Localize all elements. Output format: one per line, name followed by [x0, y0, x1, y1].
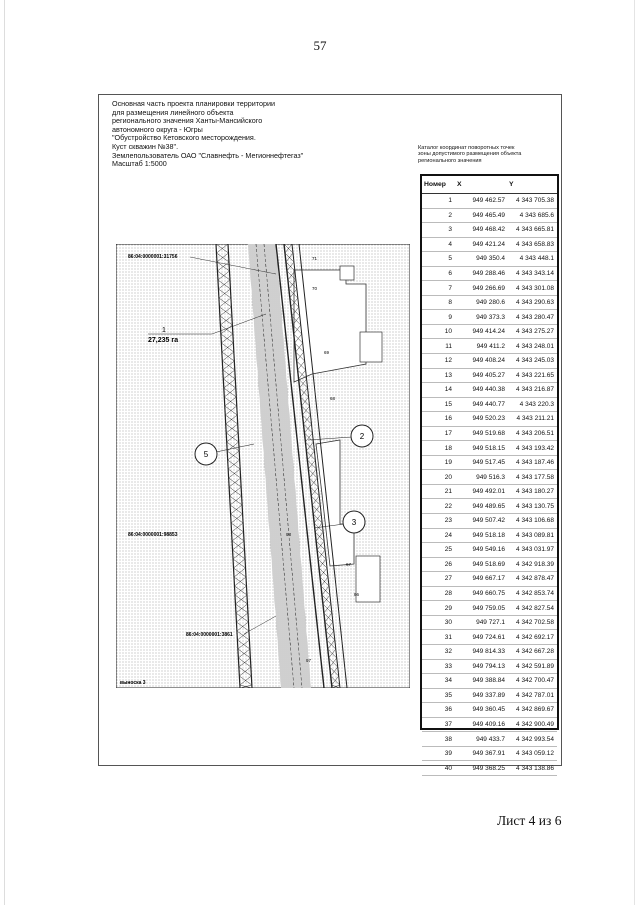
point-number: 28 [422, 586, 455, 601]
table-row [422, 674, 557, 689]
table-row [422, 601, 557, 616]
coord-x: 949 414.24 [455, 324, 507, 339]
point-label: 68 [330, 396, 336, 401]
building [360, 332, 382, 362]
table-row [422, 717, 557, 732]
coord-y: 4 343 206.51 [507, 426, 557, 441]
coord-x: 949 468.42 [455, 223, 507, 238]
table-row [422, 543, 557, 558]
table-row [422, 499, 557, 514]
point-number: 39 [422, 746, 455, 761]
point-number: 2 [422, 208, 455, 223]
coord-y: 4 343 220.3 [507, 397, 557, 412]
coord-x: 949 367.91 [455, 746, 507, 761]
coordinate-table [420, 174, 559, 772]
coord-x: 949 421.24 [455, 237, 507, 252]
coord-x: 949 489.65 [455, 499, 507, 514]
building [340, 266, 354, 280]
coord-x: 949 388.84 [455, 674, 507, 689]
coord-x: 949 280.6 [455, 295, 507, 310]
header-number: Номер [422, 176, 455, 194]
coord-x: 949 368.25 [455, 761, 507, 776]
catalog-caption [418, 145, 558, 164]
point-number: 12 [422, 354, 455, 369]
point-number: 37 [422, 717, 455, 732]
table-row [422, 208, 557, 223]
coord-x: 949 492.01 [455, 484, 507, 499]
coord-y: 4 343 187.46 [507, 455, 557, 470]
coord-x: 949 518.15 [455, 441, 507, 456]
point-number: 10 [422, 324, 455, 339]
coord-x: 949 288.46 [455, 266, 507, 281]
table-row [422, 237, 557, 252]
coord-y: 4 342 667.28 [507, 644, 557, 659]
coord-y: 4 343 665.81 [507, 223, 557, 238]
point-number: 1 [422, 194, 455, 209]
table-row [422, 761, 557, 776]
drawing-title [112, 100, 412, 169]
coord-y: 4 343 343.14 [507, 266, 557, 281]
point-number: 20 [422, 470, 455, 485]
coord-y: 4 343 138.86 [507, 761, 557, 776]
coord-x: 949 814.33 [455, 644, 507, 659]
point-label: 67 [346, 562, 352, 567]
coord-y: 4 342 869.67 [507, 703, 557, 718]
coord-y: 4 342 787.01 [507, 688, 557, 703]
coord-y: 4 343 106.68 [507, 514, 557, 529]
table-row [422, 310, 557, 325]
coord-y: 4 343 177.58 [507, 470, 557, 485]
coord-y: 4 342 918.39 [507, 557, 557, 572]
table-row [422, 397, 557, 412]
coord-x: 949 462.57 [455, 194, 507, 209]
coord-y: 4 342 692.17 [507, 630, 557, 645]
callout-label: 3 [351, 518, 357, 527]
table-row [422, 470, 557, 485]
coord-y: 4 343 275.27 [507, 324, 557, 339]
point-number: 23 [422, 514, 455, 529]
point-number: 40 [422, 761, 455, 776]
coord-y: 4 342 878.47 [507, 572, 557, 587]
coord-y: 4 343 211.21 [507, 412, 557, 427]
point-number: 19 [422, 455, 455, 470]
coord-x: 949 507.42 [455, 514, 507, 529]
table-row [422, 339, 557, 354]
coord-x: 949 266.69 [455, 281, 507, 296]
title-line: автономного округа - Югры [112, 124, 203, 134]
point-number: 17 [422, 426, 455, 441]
table-row [422, 412, 557, 427]
coord-y: 4 343 705.38 [507, 194, 557, 209]
point-number: 18 [422, 441, 455, 456]
coord-x: 949 405.27 [455, 368, 507, 383]
point-number: 32 [422, 644, 455, 659]
coord-x: 949 518.18 [455, 528, 507, 543]
point-number: 16 [422, 412, 455, 427]
point-number: 4 [422, 237, 455, 252]
coord-y: 4 343 221.65 [507, 368, 557, 383]
table-row [422, 383, 557, 398]
coord-y: 4 343 180.27 [507, 484, 557, 499]
table-row [422, 324, 557, 339]
header-x: X [455, 176, 507, 194]
coord-x: 949 408.24 [455, 354, 507, 369]
table-row [422, 615, 557, 630]
coord-x: 949 360.45 [455, 703, 507, 718]
title-line: Куст скважин №38". [112, 141, 179, 151]
point-number: 29 [422, 601, 455, 616]
table-row [422, 514, 557, 529]
table-row [422, 586, 557, 601]
table-row [422, 572, 557, 587]
coord-x: 949 727.1 [455, 615, 507, 630]
coord-y: 4 342 591.89 [507, 659, 557, 674]
coord-x: 949 440.77 [455, 397, 507, 412]
title-line: Масштаб 1:5000 [112, 159, 167, 169]
point-label: 70 [312, 286, 318, 291]
point-number: 11 [422, 339, 455, 354]
table-row [422, 557, 557, 572]
coord-y: 4 343 658.83 [507, 237, 557, 252]
point-number: 22 [422, 499, 455, 514]
coord-y: 4 342 700.47 [507, 674, 557, 689]
point-number: 38 [422, 732, 455, 747]
callout-label: 5 [203, 450, 209, 459]
callout-label: 2 [359, 432, 365, 441]
inset-label: выноска 3 [120, 680, 146, 686]
point-number: 26 [422, 557, 455, 572]
table-row [422, 368, 557, 383]
coord-x: 949 724.61 [455, 630, 507, 645]
scan-edge [634, 0, 635, 905]
coord-y: 4 343 059.12 [507, 746, 557, 761]
point-number: 15 [422, 397, 455, 412]
point-number: 27 [422, 572, 455, 587]
title-line: Землепользователь ОАО "Славнефть - Мегионнефтегаз" [112, 150, 304, 160]
point-number: 9 [422, 310, 455, 325]
title-line: для размещения линейного объекта [112, 107, 234, 117]
table-row [422, 644, 557, 659]
coord-y: 4 343 248.01 [507, 339, 557, 354]
coord-x: 949 433.7 [455, 732, 507, 747]
table-row [422, 528, 557, 543]
table-row [422, 426, 557, 441]
point-number: 33 [422, 659, 455, 674]
coord-x: 949 520.23 [455, 412, 507, 427]
table-row [422, 703, 557, 718]
point-label: 69 [324, 350, 330, 355]
coord-y: 4 342 900.49 [507, 717, 557, 732]
header-y: Y [507, 176, 557, 194]
coord-y: 4 343 193.42 [507, 441, 557, 456]
coord-y: 4 343 280.47 [507, 310, 557, 325]
point-label: 66 [354, 592, 360, 597]
cadastral-label: 86:04:0000001:3861 [186, 632, 233, 638]
coord-y: 4 343 089.81 [507, 528, 557, 543]
scan-edge [4, 0, 5, 905]
area-number: 1 [162, 327, 166, 334]
title-line: регионального значения Ханты-Мансийского [112, 116, 263, 126]
caption-line: Каталог координат поворотных точек [418, 145, 515, 151]
coord-x: 949 337.89 [455, 688, 507, 703]
caption-line: зоны допустимого размещения объекта [418, 151, 522, 158]
coord-x: 949 519.68 [455, 426, 507, 441]
coord-y: 4 342 702.58 [507, 615, 557, 630]
point-label: 98 [286, 532, 292, 537]
coord-y: 4 343 301.08 [507, 281, 557, 296]
coord-x: 949 549.16 [455, 543, 507, 558]
table-row [422, 281, 557, 296]
table-row [422, 484, 557, 499]
table-row [422, 194, 557, 209]
point-number: 14 [422, 383, 455, 398]
cadastral-label: 86:04:0000001:31756 [128, 254, 178, 260]
coord-x: 949 409.16 [455, 717, 507, 732]
table-row [422, 266, 557, 281]
table-row [422, 659, 557, 674]
coord-y: 4 343 216.87 [507, 383, 557, 398]
point-number: 36 [422, 703, 455, 718]
planning-map [116, 244, 410, 688]
coordinate-rows [422, 194, 557, 776]
point-label: 97 [306, 658, 312, 663]
point-number: 5 [422, 252, 455, 267]
sheet-label: Лист 4 из 6 [497, 813, 562, 828]
coord-x: 949 517.45 [455, 455, 507, 470]
page-number: 57 [313, 38, 327, 53]
point-number: 31 [422, 630, 455, 645]
coord-y: 4 343 245.03 [507, 354, 557, 369]
coord-y: 4 342 993.54 [507, 732, 557, 747]
coord-x: 949 516.3 [455, 470, 507, 485]
point-number: 13 [422, 368, 455, 383]
table-row [422, 688, 557, 703]
table-row [422, 252, 557, 267]
coord-y: 4 343 685.6 [507, 208, 557, 223]
coord-y: 4 343 448.1 [507, 252, 557, 267]
table-row [422, 295, 557, 310]
coord-y: 4 343 130.75 [507, 499, 557, 514]
table-header-row [422, 176, 557, 194]
coord-x: 949 794.13 [455, 659, 507, 674]
point-number: 30 [422, 615, 455, 630]
coord-y: 4 343 031.97 [507, 543, 557, 558]
coord-x: 949 440.38 [455, 383, 507, 398]
coord-y: 4 343 290.63 [507, 295, 557, 310]
coord-y: 4 342 853.74 [507, 586, 557, 601]
point-number: 3 [422, 223, 455, 238]
title-line: Основная часть проекта планировки территории [112, 99, 275, 108]
building [356, 556, 380, 602]
point-number: 21 [422, 484, 455, 499]
coord-y: 4 342 827.54 [507, 601, 557, 616]
caption-line: регионального значения [418, 157, 482, 164]
area-value: 27,235 га [148, 337, 179, 344]
table-row [422, 630, 557, 645]
point-number: 8 [422, 295, 455, 310]
coord-x: 949 373.3 [455, 310, 507, 325]
coord-x: 949 465.49 [455, 208, 507, 223]
table-row [422, 746, 557, 761]
coord-x: 949 411.2 [455, 339, 507, 354]
point-number: 35 [422, 688, 455, 703]
title-line: "Обустройство Кетовского месторождения. [112, 133, 256, 143]
point-number: 25 [422, 543, 455, 558]
coord-x: 949 350.4 [455, 252, 507, 267]
table-row [422, 354, 557, 369]
point-number: 6 [422, 266, 455, 281]
coord-x: 949 759.05 [455, 601, 507, 616]
table-row [422, 732, 557, 747]
point-number: 24 [422, 528, 455, 543]
coord-x: 949 667.17 [455, 572, 507, 587]
coord-x: 949 518.69 [455, 557, 507, 572]
table-row [422, 455, 557, 470]
table-row [422, 223, 557, 238]
coord-x: 949 660.75 [455, 586, 507, 601]
table-row [422, 441, 557, 456]
point-number: 7 [422, 281, 455, 296]
point-number: 34 [422, 674, 455, 689]
cadastral-label: 86:04:0000001:98853 [128, 532, 178, 538]
point-label: 71 [312, 256, 318, 261]
